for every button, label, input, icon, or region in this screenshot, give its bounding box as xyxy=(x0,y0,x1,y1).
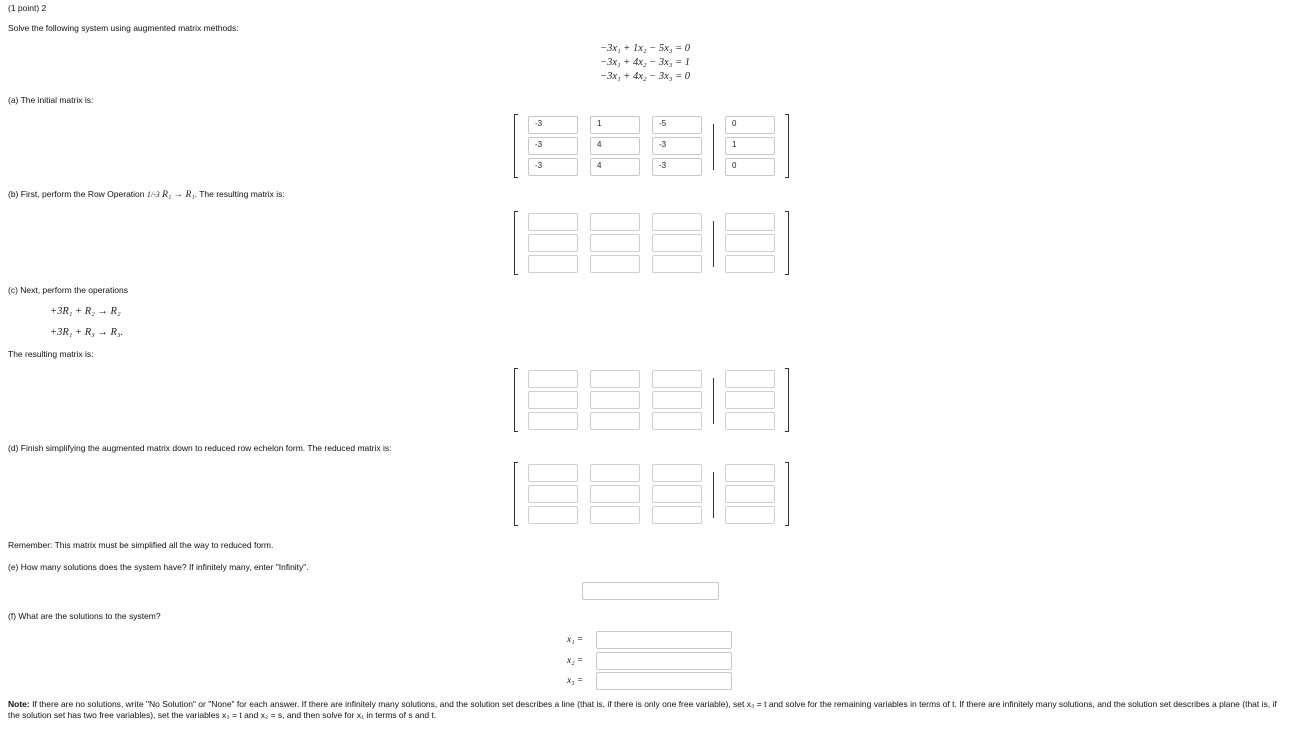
matrix-a-left-bracket xyxy=(514,114,518,178)
matrix-d-cell[interactable] xyxy=(652,506,702,524)
instructions-note xyxy=(8,699,1290,721)
matrix-a-cell[interactable]: -3 xyxy=(528,158,578,176)
problem-prompt: Solve the following system using augmented matrix methods: xyxy=(8,23,239,33)
augment-divider xyxy=(713,472,714,518)
augment-divider xyxy=(713,124,714,170)
matrix-c-cell[interactable] xyxy=(590,370,640,388)
matrix-a-cell[interactable]: -3 xyxy=(652,137,702,155)
matrix-c-cell[interactable] xyxy=(528,370,578,388)
matrix-b-cell[interactable] xyxy=(528,213,578,231)
matrix-a-cell[interactable]: -3 xyxy=(528,116,578,134)
matrix-d-cell[interactable] xyxy=(725,485,775,503)
part-b-label xyxy=(8,189,285,200)
matrix-b-cell[interactable] xyxy=(725,234,775,252)
matrix-a-cell[interactable]: -5 xyxy=(652,116,702,134)
remember-text: Remember: This matrix must be simplified all the way to reduced form. xyxy=(8,540,274,550)
matrix-b-left-bracket xyxy=(514,211,518,275)
matrix-c-left-bracket xyxy=(514,368,518,432)
matrix-d-cell[interactable] xyxy=(590,485,640,503)
matrix-c-cell[interactable] xyxy=(652,412,702,430)
matrix-a-cell[interactable]: 0 xyxy=(725,158,775,176)
matrix-b-cell[interactable] xyxy=(652,255,702,273)
problem-header: (1 point) 2 xyxy=(8,3,47,13)
matrix-d-cell[interactable] xyxy=(528,506,578,524)
row-op-coefficient: 1/-3 xyxy=(146,190,160,199)
matrix-b-cell[interactable] xyxy=(725,213,775,231)
matrix-c-cell[interactable] xyxy=(590,412,640,430)
matrix-c-cell[interactable] xyxy=(725,391,775,409)
matrix-d-cell[interactable] xyxy=(528,485,578,503)
matrix-b-cell[interactable] xyxy=(528,255,578,273)
matrix-b-cell[interactable] xyxy=(652,213,702,231)
x1-input[interactable] xyxy=(596,631,732,649)
matrix-a-cell[interactable]: -3 xyxy=(652,158,702,176)
equation-3: −3x₁ + 4x₂ − 3x₃ = 0 xyxy=(600,71,691,82)
part-b-label-after: . The resulting matrix is: xyxy=(194,189,285,199)
matrix-d-cell[interactable] xyxy=(652,464,702,482)
matrix-a-cell[interactable]: 4 xyxy=(590,158,640,176)
equation-system xyxy=(600,43,720,88)
matrix-d-right-bracket xyxy=(785,462,789,526)
matrix-b-right-bracket xyxy=(785,211,789,275)
matrix-d-cell[interactable] xyxy=(725,506,775,524)
matrix-b-cell[interactable] xyxy=(652,234,702,252)
x1-label: x₁ = xyxy=(567,635,584,645)
matrix-b-cell[interactable] xyxy=(590,213,640,231)
matrix-a-cell[interactable]: 0 xyxy=(725,116,775,134)
matrix-b-cell[interactable] xyxy=(528,234,578,252)
matrix-c-cell[interactable] xyxy=(528,412,578,430)
matrix-d-left-bracket xyxy=(514,462,518,526)
matrix-c-right-bracket xyxy=(785,368,789,432)
part-a-label: (a) The initial matrix is: xyxy=(8,95,94,105)
x2-input[interactable] xyxy=(596,652,732,670)
note-bold-label: Note: xyxy=(8,699,30,709)
solution-count-input[interactable] xyxy=(582,582,719,600)
matrix-c-cell[interactable] xyxy=(652,370,702,388)
matrix-d-cell[interactable] xyxy=(528,464,578,482)
x2-label: x₂ = xyxy=(567,656,584,666)
matrix-a-cell[interactable]: 1 xyxy=(590,116,640,134)
part-c-result-label: The resulting matrix is: xyxy=(8,349,94,359)
part-e-label: (e) How many solutions does the system have? If infinitely many, enter "Infinity". xyxy=(8,562,309,572)
equation-1: −3x₁ + 1x₂ − 5x₃ = 0 xyxy=(600,43,691,54)
matrix-d-cell[interactable] xyxy=(652,485,702,503)
row-op-text: R₁ → R₁ xyxy=(162,190,195,200)
x3-input[interactable] xyxy=(596,672,732,690)
matrix-a-right-bracket xyxy=(785,114,789,178)
part-c-label: (c) Next, perform the operations xyxy=(8,285,128,295)
matrix-b-cell[interactable] xyxy=(590,255,640,273)
matrix-d-cell[interactable] xyxy=(590,464,640,482)
matrix-d-cell[interactable] xyxy=(725,464,775,482)
matrix-d-cell[interactable] xyxy=(590,506,640,524)
matrix-c-cell[interactable] xyxy=(590,391,640,409)
matrix-a-cell[interactable]: 4 xyxy=(590,137,640,155)
row-op-2: +3R₁ + R₃ → R₃. xyxy=(50,327,124,338)
note-text: If there are no solutions, write "No Solution" or "None" for each answer. If there are infinitely many solutions, and the solution set describes a line (that is, if there is only one free variable), set x₃ = t and solve for the remaining variables in terms of t. If there are infinitely many solutions, and the solution set describes a plane (that is, if the solution set has two free variables), set the variables x₃ = t and x₂ = s, and then solve for x₁ in terms of s and t. xyxy=(8,699,1277,720)
matrix-b-cell[interactable] xyxy=(590,234,640,252)
row-op-1: +3R₁ + R₂ → R₂ xyxy=(50,306,121,317)
part-f-label: (f) What are the solutions to the system? xyxy=(8,611,161,621)
augment-divider xyxy=(713,221,714,267)
matrix-c-cell[interactable] xyxy=(528,391,578,409)
matrix-a-cell[interactable]: -3 xyxy=(528,137,578,155)
matrix-c-cell[interactable] xyxy=(725,370,775,388)
part-b-label-before: (b) First, perform the Row Operation xyxy=(8,189,147,199)
part-d-label: (d) Finish simplifying the augmented matrix down to reduced row echelon form. The reduced matrix is: xyxy=(8,443,392,453)
matrix-a-cell[interactable]: 1 xyxy=(725,137,775,155)
augment-divider xyxy=(713,378,714,424)
matrix-c-cell[interactable] xyxy=(725,412,775,430)
matrix-c-cell[interactable] xyxy=(652,391,702,409)
matrix-b-cell[interactable] xyxy=(725,255,775,273)
x3-label: x₃ = xyxy=(567,676,584,686)
equation-2: −3x₁ + 4x₂ − 3x₃ = 1 xyxy=(600,57,691,68)
